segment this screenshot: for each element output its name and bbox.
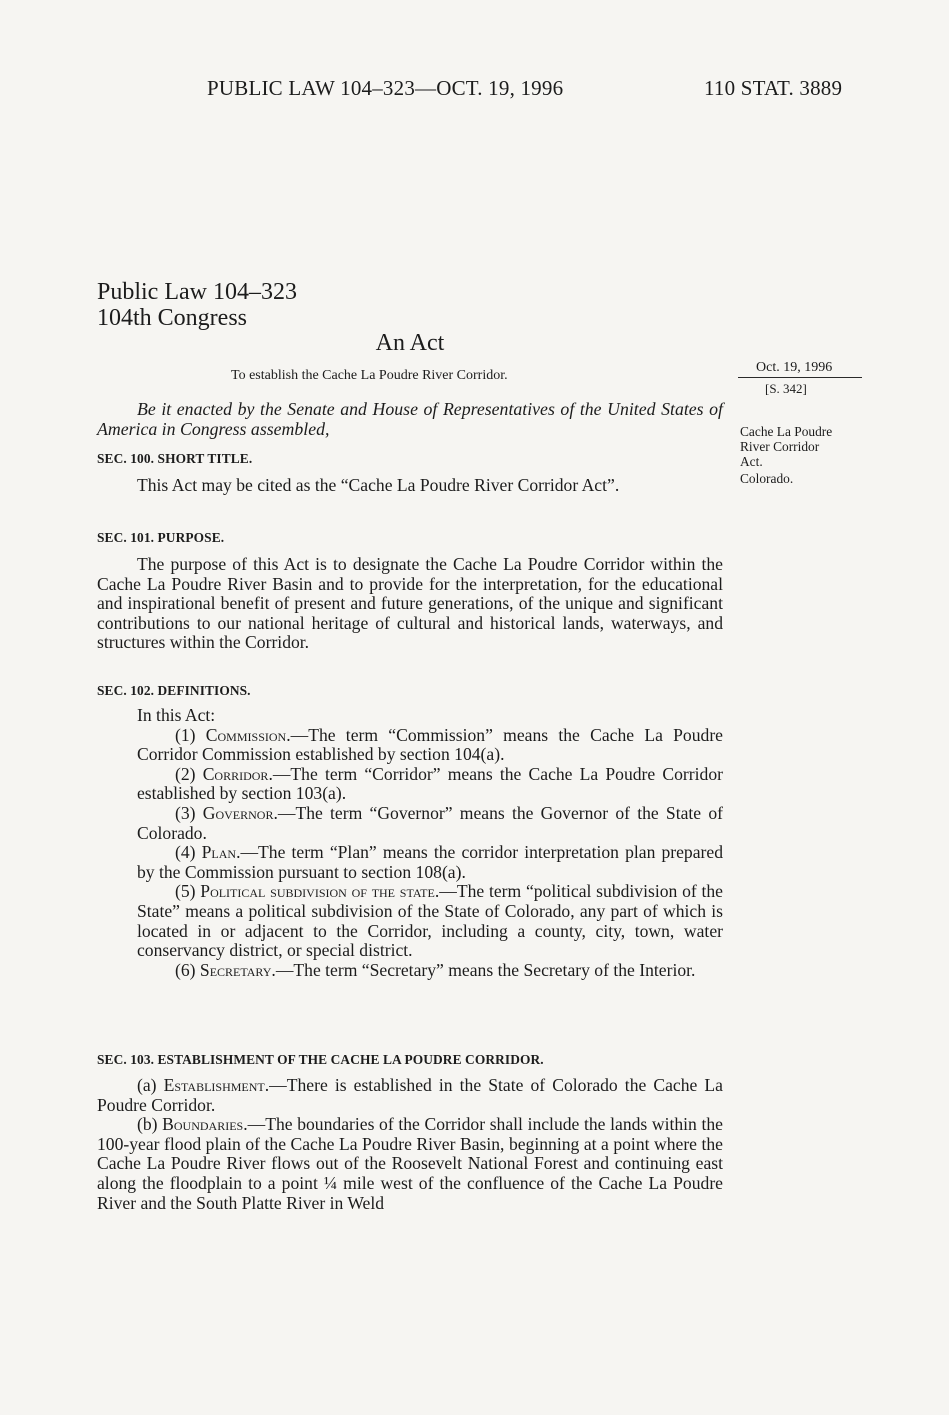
definition-text: .—The term “political subdivision of the State” means a political subdivision of the State of Colorado, any part of which is located in or adjacent to the Corridor, including a county, city, town, water conservancy district, or special district.: [137, 881, 723, 961]
public-law-number: Public Law 104–323: [97, 279, 297, 305]
section-heading: SEC. 103. ESTABLISHMENT OF THE CACHE LA POUDRE CORRIDOR.: [97, 1052, 544, 1067]
section-103: [97, 1052, 723, 1068]
definition-number: (4): [175, 842, 202, 863]
definition-3: [97, 804, 723, 843]
definition-text: .—The term “Secretary” means the Secretary of the Interior.: [271, 959, 696, 980]
definitions-intro: In this Act:: [137, 705, 216, 725]
enacting-clause: [97, 399, 723, 439]
definition-6: [97, 961, 723, 981]
defined-term: Secretary: [199, 959, 272, 980]
running-head-citation: PUBLIC LAW 104–323—OCT. 19, 1996: [207, 76, 564, 100]
definition-text: .—The term “Commission” means the Cache La Poudre Corridor Commission established by section 104(a).: [137, 724, 723, 765]
section-100-body: [97, 476, 723, 496]
subsection-b: [97, 1115, 723, 1213]
definition-text: .—The term “Corridor” means the Cache La Poudre Corridor established by section 103(a).: [137, 763, 723, 804]
act-title: An Act: [375, 330, 445, 356]
subsection-term: Establishment: [163, 1075, 265, 1095]
section-heading: SEC. 101. PURPOSE.: [97, 530, 225, 545]
section-101: [97, 530, 723, 546]
defined-term: Commission: [205, 724, 287, 745]
subsection-text: .—There is established in the State of Colorado the Cache La Poudre Corridor.: [97, 1075, 723, 1115]
definition-number: (2): [175, 763, 203, 784]
margin-state-note: Colorado.: [740, 471, 794, 486]
definition-number: (5): [175, 881, 201, 902]
definition-number: (6): [175, 959, 200, 980]
act-purpose-line: To establish the Cache La Poudre River Corridor.: [231, 368, 508, 383]
defined-term: Governor: [202, 802, 274, 823]
margin-rule: [738, 377, 862, 378]
subsection-number: (a): [137, 1075, 164, 1095]
definition-5: [97, 882, 723, 960]
margin-date: Oct. 19, 1996: [756, 360, 833, 375]
running-head-stat-page: 110 STAT. 3889: [704, 76, 843, 100]
defined-term: Plan: [201, 842, 237, 863]
section-101-body: [97, 555, 723, 653]
subsection-term: Boundaries: [162, 1114, 244, 1135]
margin-subject-note: [740, 424, 870, 469]
subsection-number: (b): [137, 1114, 163, 1135]
definition-text: .—The term “Plan” means the corridor interpretation plan prepared by the Commission pursuant to section 108(a).: [137, 842, 723, 882]
definition-number: (1): [175, 724, 206, 745]
section-102: [97, 683, 723, 699]
subsection-text: .—The boundaries of the Corridor shall include the lands within the 100-year flood plain of the Cache La Poudre River Basin, beginning at a point where the Cache La Poudre River flows out of the Roosevelt National Forest and continuing east along the floodplain to a point ¼ mile west of the confluence of the Cache La Poudre River and the South Platte River in Weld: [97, 1114, 723, 1213]
definition-text: .—The term “Governor” means the Governor of the State of Colorado.: [137, 802, 723, 843]
margin-bill-number: [S. 342]: [765, 381, 807, 396]
definition-4: [97, 843, 723, 882]
margin-subject-line: Cache La Poudre: [740, 424, 833, 439]
subsection-a: [97, 1076, 723, 1115]
definition-1: [97, 726, 723, 765]
section-text: This Act may be cited as the “Cache La Poudre River Corridor Act”.: [137, 475, 620, 495]
section-text: The purpose of this Act is to designate the Cache La Poudre Corridor within the Cache La Poudre River Basin and to provide for the interpretation, for the educational and inspirational benefit of present and future generations, of the unique and significant contributions to our national heritage of cultural and historical lands, waterways, and structures within the Corridor.: [97, 554, 723, 653]
congress-number: 104th Congress: [97, 305, 247, 331]
section-heading: SEC. 100. SHORT TITLE.: [97, 451, 253, 466]
section-100: [97, 451, 723, 467]
section-103-body: [97, 1076, 723, 1213]
margin-subject-line: River Corridor: [740, 439, 820, 454]
definition-2: [97, 765, 723, 804]
section-heading: SEC. 102. DEFINITIONS.: [97, 683, 251, 698]
definition-number: (3): [175, 802, 203, 823]
section-102-body: [97, 706, 723, 980]
defined-term: Political subdivision of the state: [200, 881, 435, 902]
margin-subject-line: Act.: [740, 454, 763, 469]
enacting-clause-text: Be it enacted by the Senate and House of Representatives of the United States of America in Congress assembled,: [97, 399, 723, 439]
defined-term: Corridor: [202, 763, 269, 784]
